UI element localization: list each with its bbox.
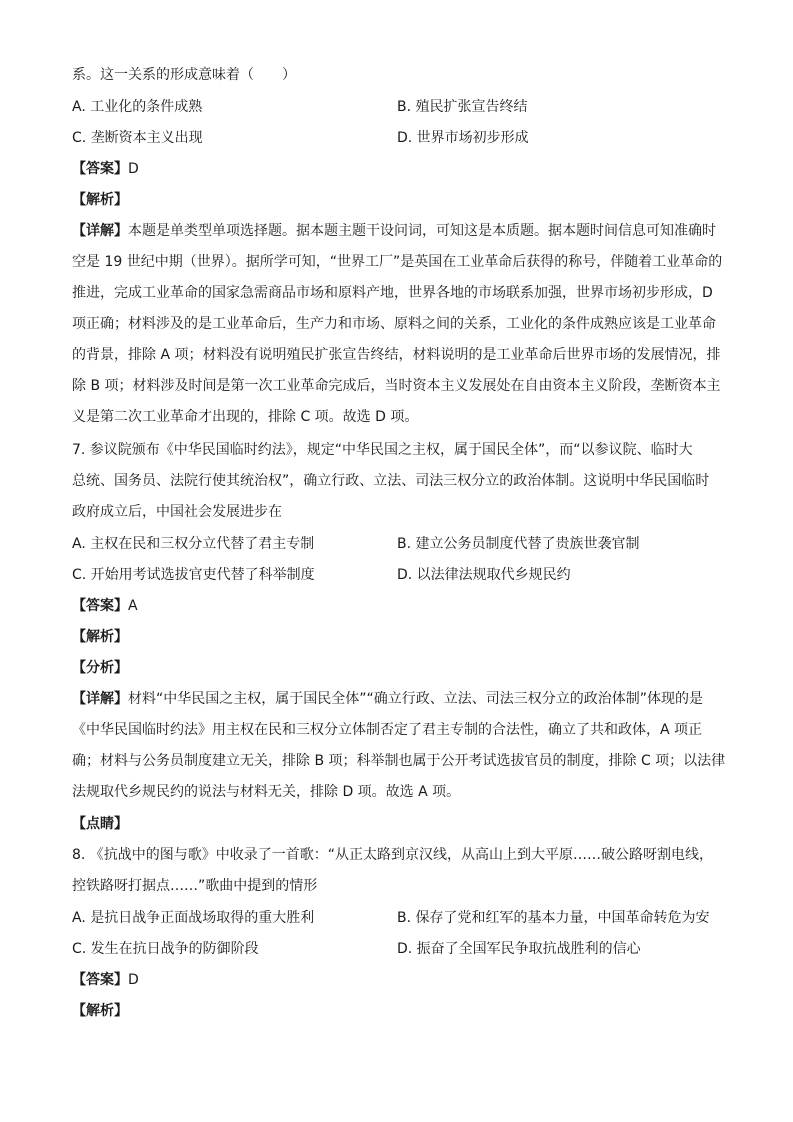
q8-analysis-label (72, 1002, 727, 1020)
q7-answer-line (72, 597, 727, 615)
detail-label: 【详解】 (72, 691, 128, 707)
q8-option-d[interactable]: D. 振奋了全国军民争取抗战胜利的信心 (397, 941, 641, 957)
answer-label: 【答案】 (72, 161, 128, 177)
q6-detail-line-1 (72, 222, 727, 240)
q7-stem-line-3: 政府成立后，中国社会发展进步在 (72, 504, 282, 520)
q7-stem-line-2: 总统、国务员、法院行使其统治权”，确立行政、立法、司法三权分立的政治体制。这说明中华民国临时 (72, 473, 710, 489)
q6-option-a[interactable]: A. 工业化的条件成熟 (72, 99, 203, 115)
analyze-label: 【分析】 (72, 660, 128, 676)
q7-answer-value: A (128, 598, 138, 614)
q7-analysis-label (72, 628, 727, 646)
q6-options-row-2 (72, 129, 727, 147)
q8-stem-line-2: 控铁路呀打据点……”歌曲中提到的情形 (72, 878, 318, 894)
q8-stem-line-1: 8. 《抗战中的图与歌》中收录了一首歌：“从正太路到京汉线，从高山上到大平原……破公路呀割电线， (72, 847, 714, 863)
q6-answer-value: D (128, 161, 139, 177)
q7-options-row-2 (72, 566, 727, 584)
q6-detail-line-6: 除 B 项；材料涉及时间是第一次工业革命完成后，当时资本主义发展处在自由资本主义阶段，垄断资本主 (72, 378, 721, 394)
q6-option-d[interactable]: D. 世界市场初步形成 (397, 130, 529, 146)
q6-stem-tail: 系。这一关系的形成意味着（ ） (72, 67, 296, 83)
q7-detail-line-2: 《中华民国临时约法》用主权在民和三权分立体制否定了君主专制的合法性，确立了共和政体，A 项正 (72, 722, 703, 738)
detail-text: 材料“中华民国之主权，属于国民全体”“确立行政、立法、司法三权分立的政治体制”体现的是 (128, 691, 704, 707)
answer-label: 【答案】 (72, 972, 128, 988)
comment-label: 【点睛】 (72, 816, 128, 832)
q6-detail-line-7: 义是第二次工业革命才出现的，排除 C 项。故选 D 项。 (72, 409, 419, 425)
analysis-label: 【解析】 (72, 192, 128, 208)
q8-option-a[interactable]: A. 是抗日战争正面战场取得的重大胜利 (72, 910, 315, 926)
q7-option-a[interactable]: A. 主权在民和三权分立代替了君主专制 (72, 536, 315, 552)
q6-detail-line-2: 空是 19 世纪中期（世界）。据所学可知，“世界工厂”是英国在工业革命后获得的称号，伴随着工业革命的 (72, 254, 723, 270)
answer-label: 【答案】 (72, 598, 128, 614)
q8-answer-value: D (128, 972, 139, 988)
q6-option-b[interactable]: B. 殖民扩张宣告终结 (397, 99, 528, 115)
q6-options-row-1 (72, 98, 727, 116)
q7-detail-line-1 (72, 690, 727, 708)
q6-detail-line-5: 的背景，排除 A 项；材料没有说明殖民扩张宣告终结，材料说明的是工业革命后世界市场的发展情况，排 (72, 347, 721, 363)
q7-detail-line-4: 法规取代乡规民约的说法与材料无关，排除 D 项。故选 A 项。 (72, 784, 461, 800)
q7-option-d[interactable]: D. 以法律法规取代乡规民约 (397, 567, 571, 583)
q8-answer-line (72, 971, 727, 989)
q6-detail-line-4: 项正确；材料涉及的是工业革命后，生产力和市场、原料之间的关系，工业化的条件成熟应该是工业革命 (72, 316, 716, 332)
q7-detail-line-3: 确；材料与公务员制度建立无关，排除 B 项；科举制也属于公开考试选拔官员的制度，排除 C 项；以法律 (72, 753, 726, 769)
q8-option-c[interactable]: C. 发生在抗日战争的防御阶段 (72, 941, 259, 957)
analysis-label: 【解析】 (72, 629, 128, 645)
detail-label: 【详解】 (72, 223, 128, 239)
q6-answer-line (72, 160, 727, 178)
q8-options-row-2 (72, 940, 727, 958)
q7-option-c[interactable]: C. 开始用考试选拔官吏代替了科举制度 (72, 567, 315, 583)
q7-option-b[interactable]: B. 建立公务员制度代替了贵族世袭官制 (397, 536, 640, 552)
q6-detail-line-3: 推进，完成工业革命的国家急需商品市场和原料产地，世界各地的市场联系加强，世界市场初步形成，D (72, 285, 713, 301)
q7-options-row-1 (72, 535, 727, 553)
analysis-label: 【解析】 (72, 1003, 128, 1019)
q6-analysis-label (72, 191, 727, 209)
detail-text: 本题是单类型单项选择题。据本题主题干设问词，可知这是本质题。据本题时间信息可知准确时 (128, 223, 716, 239)
q8-options-row-1 (72, 909, 727, 927)
q8-option-b[interactable]: B. 保存了党和红军的基本力量，中国革命转危为安 (397, 910, 710, 926)
q7-analyze-label (72, 659, 727, 677)
q6-option-c[interactable]: C. 垄断资本主义出现 (72, 130, 203, 146)
q7-comment-label (72, 815, 727, 833)
q7-stem-line-1: 7. 参议院颁布《中华民国临时约法》，规定“中华民国之主权，属于国民全体”，而“以参议院、临时大 (72, 442, 693, 458)
